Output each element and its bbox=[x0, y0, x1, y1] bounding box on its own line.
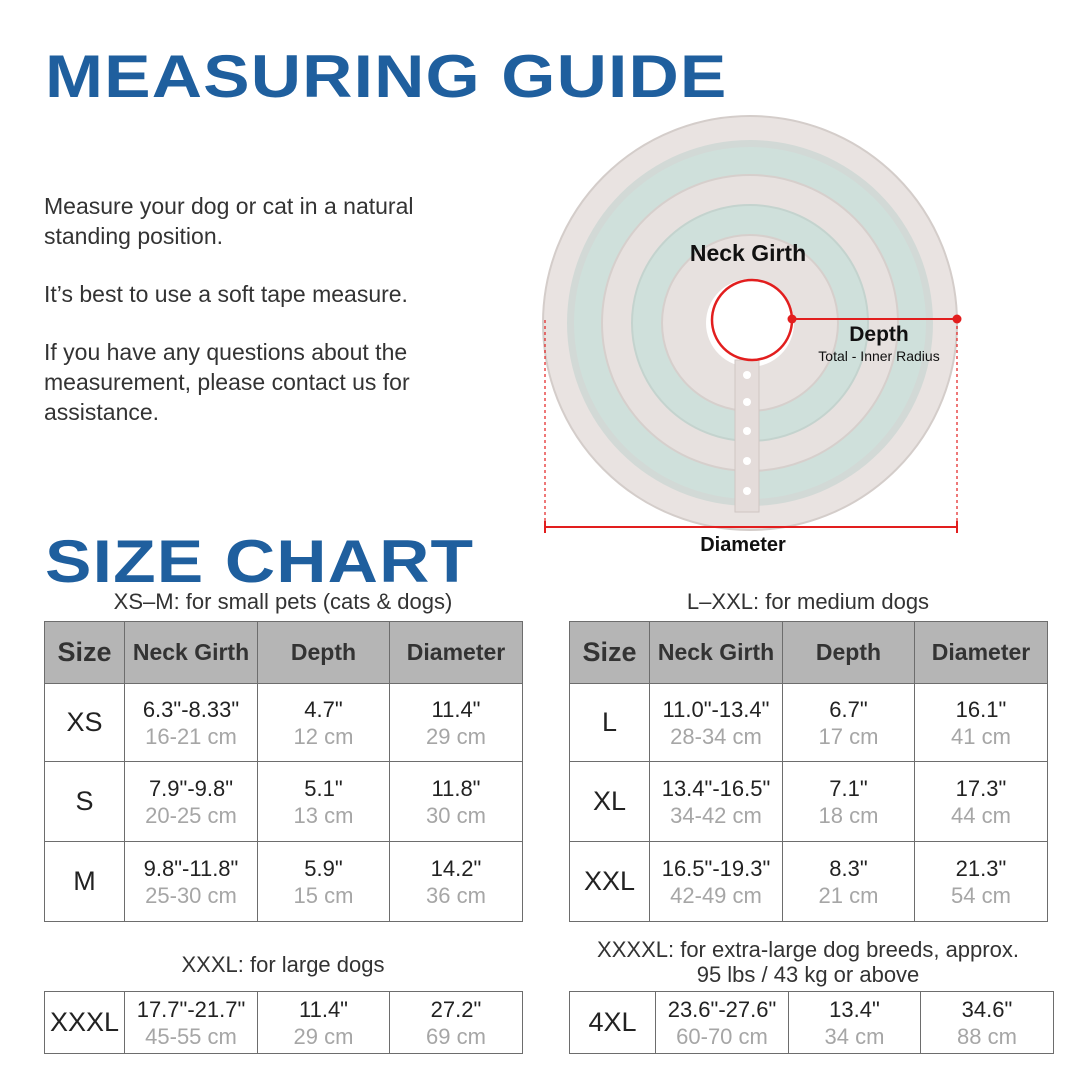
inches-value: 17.7"-21.7" bbox=[136, 996, 246, 1022]
inches-value: 11.4" bbox=[299, 996, 348, 1022]
size-chart-title: SIZE CHART bbox=[45, 528, 475, 595]
cm-value: 16-21 cm bbox=[145, 723, 237, 749]
inches-value: 5.9" bbox=[304, 855, 343, 881]
cm-value: 15 cm bbox=[293, 882, 354, 908]
cm-value: 69 cm bbox=[426, 1023, 486, 1049]
inches-value: 7.9"-9.8" bbox=[148, 775, 234, 801]
diameter-cell bbox=[915, 684, 1048, 762]
large-dogs-caption: XXXL: for large dogs bbox=[181, 952, 385, 977]
neck-cell bbox=[650, 842, 783, 922]
caption-line-2: 95 lbs / 43 kg or above bbox=[696, 962, 920, 987]
cm-value: 25-30 cm bbox=[145, 882, 237, 908]
cm-value: 45-55 cm bbox=[145, 1023, 237, 1049]
inches-value: 8.3" bbox=[829, 855, 868, 881]
header-diameter: Diameter bbox=[915, 622, 1048, 684]
caption-line-1: XXXXL: for extra-large dog breeds, approx. bbox=[597, 937, 1019, 962]
depth-cell bbox=[258, 842, 390, 922]
inches-value: 13.4"-16.5" bbox=[661, 775, 771, 801]
neck-cell bbox=[125, 992, 258, 1054]
cm-value: 12 cm bbox=[293, 723, 354, 749]
size-cell: XL bbox=[570, 762, 650, 842]
inches-value: 16.5"-19.3" bbox=[661, 855, 771, 881]
diameter-cell bbox=[921, 992, 1054, 1054]
cm-value: 29 cm bbox=[293, 1023, 354, 1049]
cm-value: 29 cm bbox=[426, 723, 486, 749]
table-row bbox=[570, 684, 1048, 762]
cm-value: 34-42 cm bbox=[670, 802, 762, 828]
cm-value: 36 cm bbox=[426, 882, 486, 908]
cm-value: 54 cm bbox=[951, 882, 1011, 908]
header-neck-girth: Neck Girth bbox=[650, 622, 783, 684]
inches-value: 7.1" bbox=[829, 775, 868, 801]
cm-value: 42-49 cm bbox=[670, 882, 762, 908]
size-cell: XXL bbox=[570, 842, 650, 922]
header-diameter: Diameter bbox=[390, 622, 523, 684]
size-cell: XXXL bbox=[45, 992, 125, 1054]
depth-cell bbox=[783, 684, 915, 762]
header-size: Size bbox=[45, 622, 125, 684]
cm-value: 60-70 cm bbox=[676, 1023, 768, 1049]
intro-paragraph-1: Measure your dog or cat in a natural standing position. bbox=[44, 193, 414, 249]
cm-value: 17 cm bbox=[818, 723, 879, 749]
depth-cell bbox=[258, 684, 390, 762]
depth-sublabel: Total - Inner Radius bbox=[818, 348, 940, 364]
neck-cell bbox=[125, 842, 258, 922]
depth-cell bbox=[258, 992, 390, 1054]
cm-value: 28-34 cm bbox=[670, 723, 762, 749]
table-header-row bbox=[570, 622, 1048, 684]
neck-girth-label: Neck Girth bbox=[689, 240, 807, 266]
depth-label: Depth bbox=[849, 323, 909, 346]
cm-value: 20-25 cm bbox=[145, 802, 237, 828]
small-pets-caption: XS–M: for small pets (cats & dogs) bbox=[113, 589, 453, 614]
inches-value: 9.8"-11.8" bbox=[143, 855, 239, 881]
inches-value: 17.3" bbox=[955, 775, 1007, 801]
medium-dogs-caption: L–XXL: for medium dogs bbox=[686, 589, 930, 614]
cm-value: 88 cm bbox=[957, 1023, 1017, 1049]
table-header-row bbox=[45, 622, 523, 684]
inches-value: 4.7" bbox=[304, 696, 343, 722]
inches-value: 34.6" bbox=[961, 996, 1013, 1022]
neck-cell bbox=[650, 684, 783, 762]
inches-value: 11.0"-13.4" bbox=[662, 696, 770, 722]
cm-value: 13 cm bbox=[293, 802, 354, 828]
diameter-label: Diameter bbox=[700, 534, 786, 556]
size-cell: XS bbox=[45, 684, 125, 762]
cm-value: 30 cm bbox=[426, 802, 486, 828]
size-cell: M bbox=[45, 842, 125, 922]
table-row bbox=[570, 842, 1048, 922]
table-row bbox=[570, 992, 1054, 1054]
intro-text bbox=[44, 191, 464, 455]
diameter-cell bbox=[390, 684, 523, 762]
measuring-guide-title: MEASURING GUIDE bbox=[45, 43, 728, 110]
size-cell: 4XL bbox=[570, 992, 656, 1054]
cone-collar-diagram bbox=[530, 105, 980, 565]
inches-value: 5.1" bbox=[304, 775, 343, 801]
inches-value: 11.8" bbox=[431, 775, 481, 801]
diameter-cell bbox=[915, 842, 1048, 922]
intro-paragraph-3: If you have any questions about the measurement, please contact us for assistance. bbox=[44, 339, 410, 425]
depth-cell bbox=[789, 992, 921, 1054]
diameter-cell bbox=[390, 762, 523, 842]
cm-value: 41 cm bbox=[951, 723, 1011, 749]
table-row bbox=[45, 992, 523, 1054]
diameter-cell bbox=[390, 992, 523, 1054]
medium-dogs-table bbox=[569, 621, 1048, 922]
size-cell: L bbox=[570, 684, 650, 762]
neck-cell bbox=[650, 762, 783, 842]
table-row bbox=[45, 842, 523, 922]
inches-value: 16.1" bbox=[955, 696, 1007, 722]
header-depth: Depth bbox=[783, 622, 915, 684]
neck-cell bbox=[656, 992, 789, 1054]
inches-value: 21.3" bbox=[955, 855, 1007, 881]
cm-value: 18 cm bbox=[818, 802, 879, 828]
header-neck-girth: Neck Girth bbox=[125, 622, 258, 684]
neck-cell bbox=[125, 762, 258, 842]
extra-large-dogs-table bbox=[569, 991, 1054, 1054]
intro-paragraph-2: It’s best to use a soft tape measure. bbox=[44, 281, 408, 307]
cm-value: 34 cm bbox=[824, 1023, 885, 1049]
extra-large-dogs-caption bbox=[560, 937, 1056, 987]
cm-value: 21 cm bbox=[818, 882, 879, 908]
inches-value: 14.2" bbox=[430, 855, 482, 881]
header-size: Size bbox=[570, 622, 650, 684]
inches-value: 13.4" bbox=[829, 996, 880, 1022]
inches-value: 6.3"-8.33" bbox=[142, 696, 240, 722]
table-row bbox=[570, 762, 1048, 842]
header-depth: Depth bbox=[258, 622, 390, 684]
inches-value: 27.2" bbox=[430, 996, 482, 1022]
size-cell: S bbox=[45, 762, 125, 842]
depth-cell bbox=[783, 762, 915, 842]
neck-cell bbox=[125, 684, 258, 762]
depth-cell bbox=[258, 762, 390, 842]
cm-value: 44 cm bbox=[951, 802, 1011, 828]
diameter-cell bbox=[915, 762, 1048, 842]
inches-value: 23.6"-27.6" bbox=[667, 996, 777, 1022]
diameter-cell bbox=[390, 842, 523, 922]
inches-value: 6.7" bbox=[829, 696, 868, 722]
table-row bbox=[45, 762, 523, 842]
large-dogs-table bbox=[44, 991, 523, 1054]
table-row bbox=[45, 684, 523, 762]
depth-cell bbox=[783, 842, 915, 922]
inches-value: 11.4" bbox=[431, 696, 481, 722]
small-pets-table bbox=[44, 621, 523, 922]
